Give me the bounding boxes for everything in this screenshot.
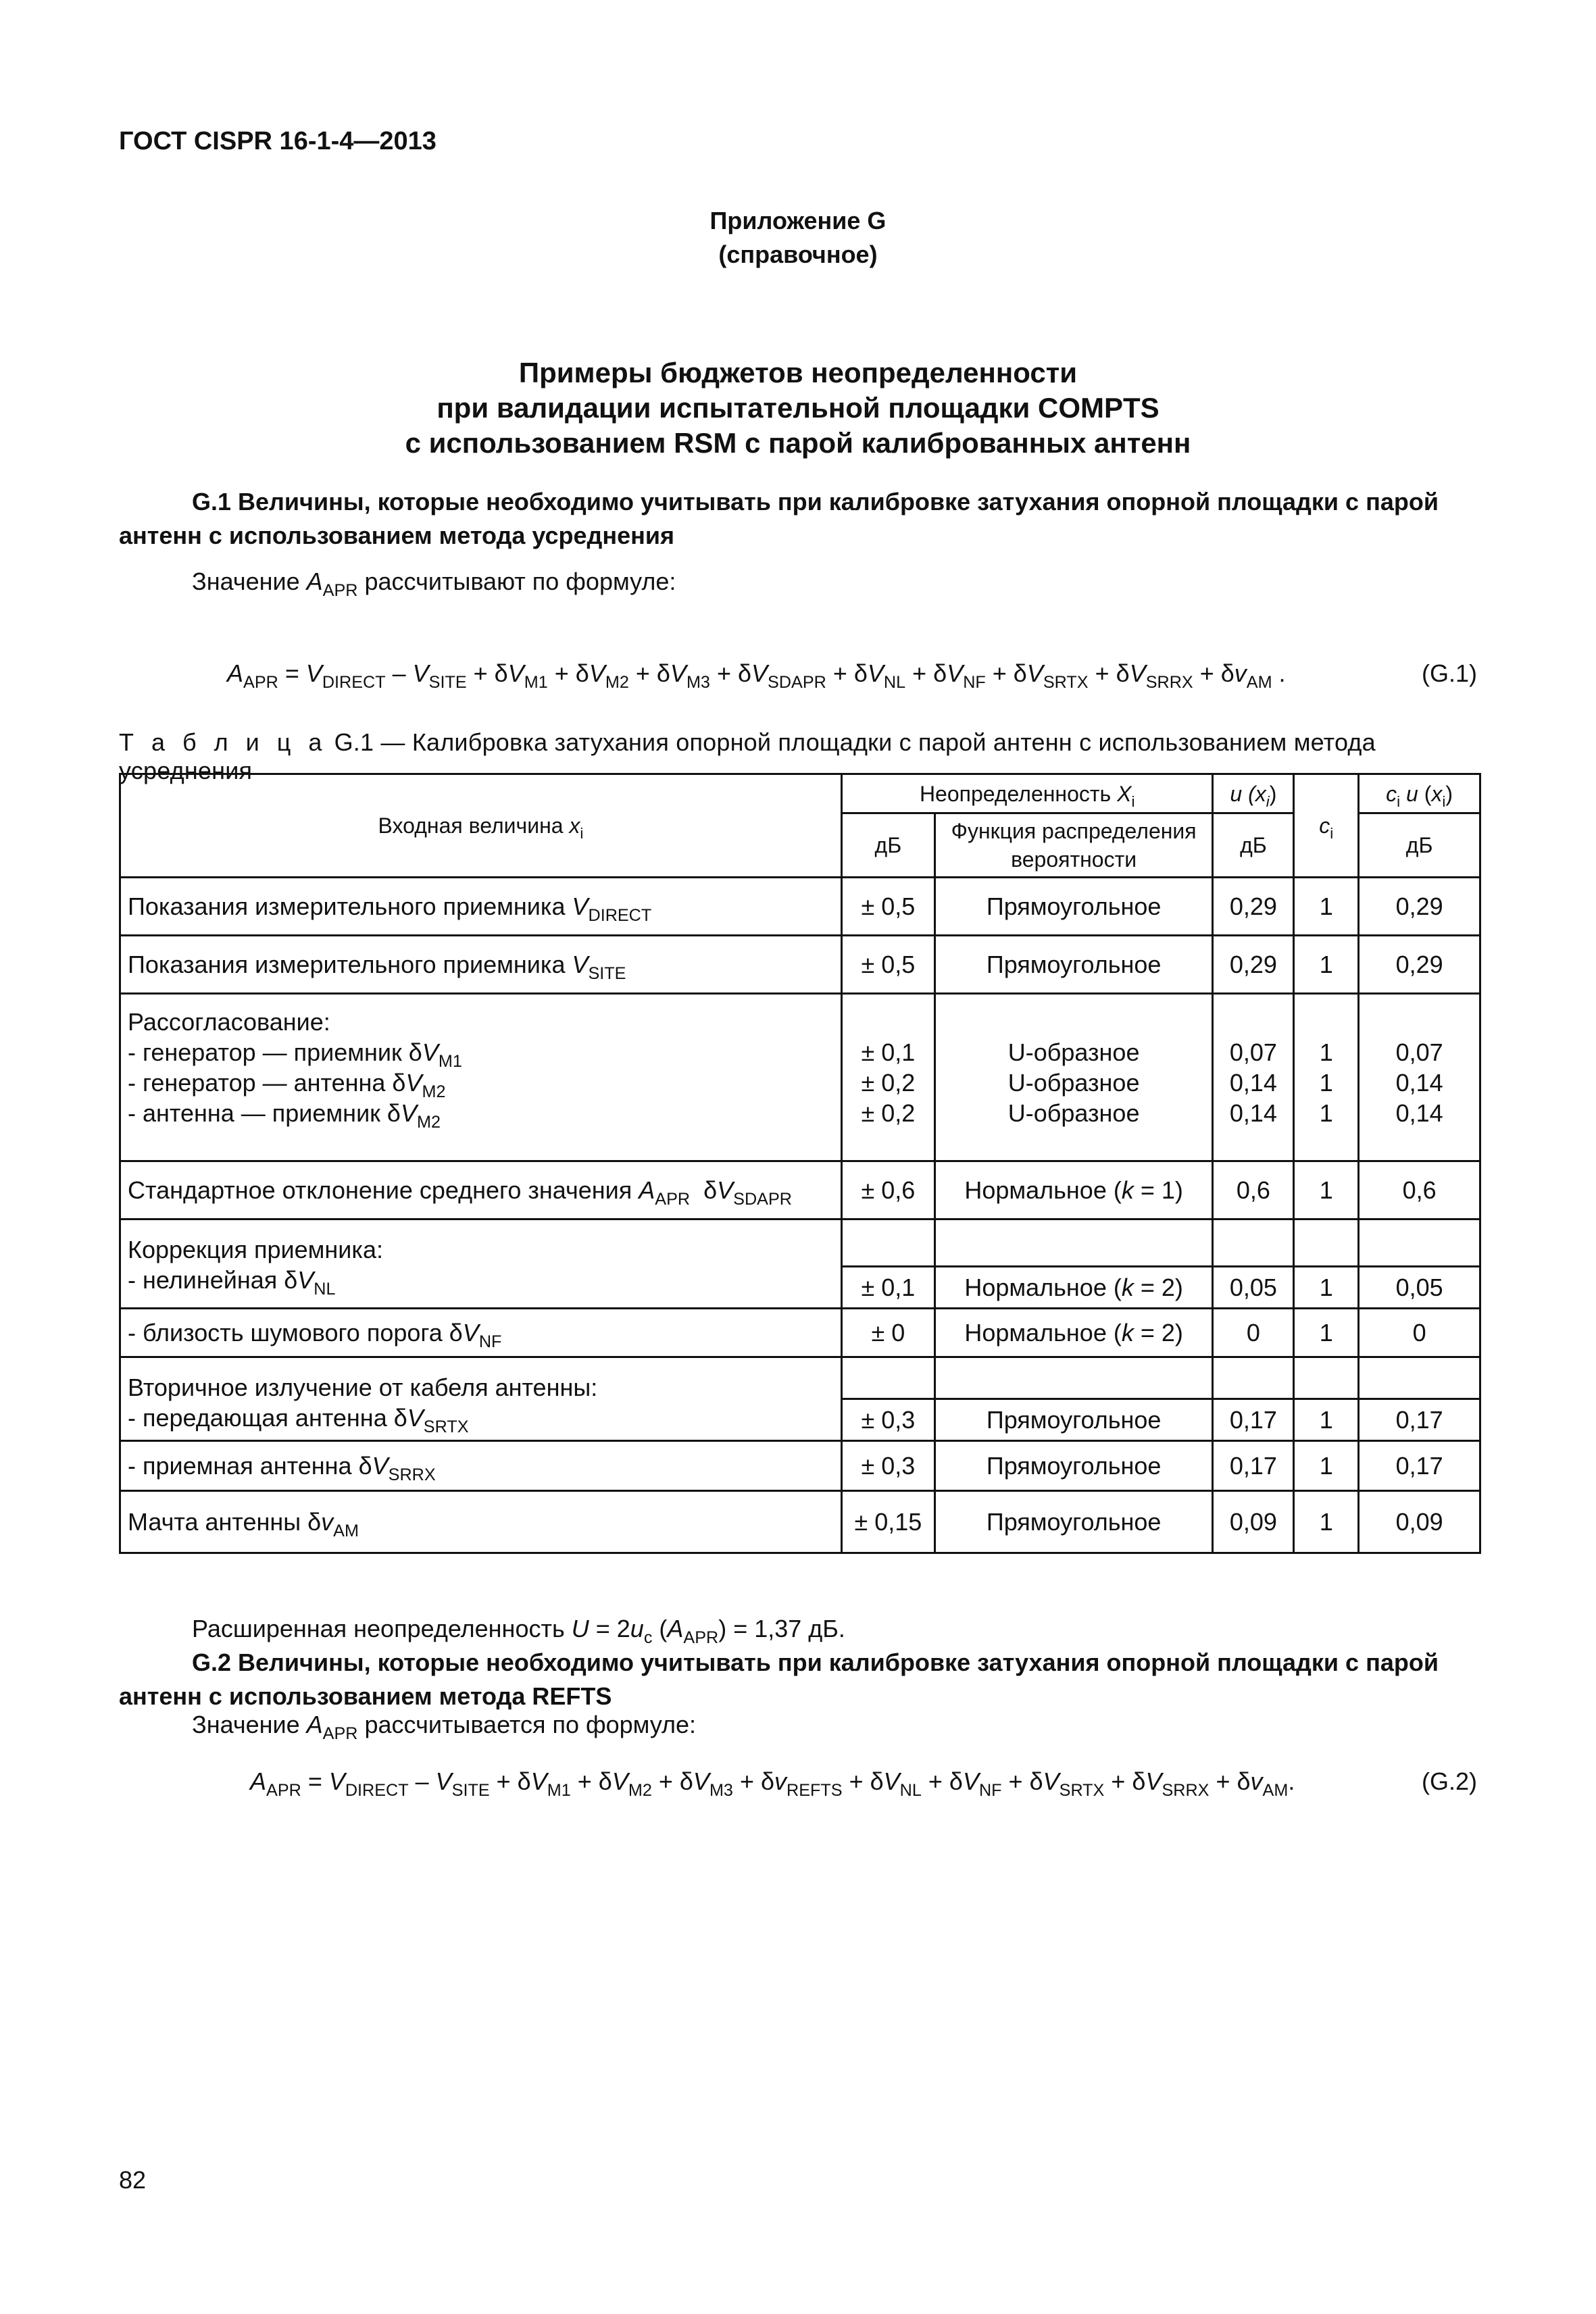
title-line-1: Примеры бюджетов неопределенности <box>518 357 1078 388</box>
cell-u: 0,09 <box>1213 1491 1294 1553</box>
g2-intro: Значение $A_{APR}$ рассчитывается по формуле: <box>192 1711 697 1743</box>
cell-ci: 1 <box>1294 1441 1359 1491</box>
cell-u: 0,29 <box>1213 936 1294 994</box>
cell-distribution: Прямоугольное <box>934 1441 1213 1491</box>
cell-value: ± 0,5 <box>841 936 934 994</box>
cell-distribution: Прямоугольное <box>934 1399 1213 1441</box>
row-label: Показания измерительного приемника $V_{SITE}$ <box>120 936 842 994</box>
table-row-group <box>120 1219 1480 1267</box>
table-row <box>120 878 1480 936</box>
page-number: 82 <box>119 2166 147 2194</box>
table-row-group <box>120 1357 1480 1399</box>
cell-value: ± 0,3 <box>841 1399 934 1441</box>
cell-u: 0,07 0,14 0,14 <box>1213 994 1294 1161</box>
table-row <box>120 1309 1480 1357</box>
cell-value: ± 0,5 <box>841 878 934 936</box>
cell-u: 0 <box>1213 1309 1294 1357</box>
cell-ci: 1 <box>1294 878 1359 936</box>
row-label: Показания измерительного приемника $V_{DIRECT}$ <box>120 878 842 936</box>
cell-ci: 1 1 1 <box>1294 994 1359 1161</box>
table-row <box>120 1441 1480 1491</box>
cell-u: 0,6 <box>1213 1161 1294 1219</box>
annex-label <box>0 204 1596 272</box>
cell-ci: 1 <box>1294 1309 1359 1357</box>
cell-ci-u: 0,6 <box>1359 1161 1480 1219</box>
cell-value: ± 0,1 ± 0,2 ± 0,2 <box>841 994 934 1161</box>
cell-value: ± 0,15 <box>841 1491 934 1553</box>
cell-empty <box>1359 1357 1480 1399</box>
formula-g2: $A_{APR} = V_{DIRECT} - V_{SITE} + \delta V_{M1} + \delta V_{M2} + \delta V_{M3} + \delta v_{REFTS} + \delta V_{NL} + \delta V_{NF} + \delta V_{SRTX} + \delta V_{SRRX} + \delta v_{AM}$. <box>250 1767 1295 1800</box>
header-u: u $(x_i)$ <box>1213 774 1294 813</box>
header-input-quantity: Входная величина $x_i$ <box>120 774 842 878</box>
annex-type: (справочное) <box>718 241 878 268</box>
cell-ci: 1 <box>1294 1399 1359 1441</box>
formula-g1: $A_{APR} = V_{DIRECT} - V_{SITE} + \delta V_{M1} + \delta V_{M2} + \delta V_{M3} + \delta V_{SDAPR} + \delta V_{NL} + \delta V_{NF} + \delta V_{SRTX} + \delta V_{SRRX} + \delta v_{AM}$ . <box>227 659 1286 692</box>
cell-distribution: Прямоугольное <box>934 1491 1213 1553</box>
row-label: Коррекция приемника: - нелинейная $\delta V_{NL}$ <box>120 1219 842 1309</box>
header-unit-db-2: дБ <box>1213 813 1294 878</box>
cell-empty <box>1294 1219 1359 1267</box>
header-ci: $c_i$ <box>1294 774 1359 878</box>
cell-empty <box>1213 1357 1294 1399</box>
page-title <box>0 355 1596 461</box>
g1-intro: Значение $A_{APR}$ рассчитывают по формуле: <box>192 568 676 600</box>
cell-ci-u: 0 <box>1359 1309 1480 1357</box>
cell-distribution: Нормальное (k = 2) <box>934 1309 1213 1357</box>
cell-empty <box>841 1357 934 1399</box>
cell-distribution: U-образное U-образное U-образное <box>934 994 1213 1161</box>
cell-u: 0,05 <box>1213 1267 1294 1309</box>
cell-distribution: Нормальное (k = 2) <box>934 1267 1213 1309</box>
expanded-uncertainty: Расширенная неопределенность $U = 2u_c$ $(A_{APR}) = 1,37$ дБ. <box>192 1615 845 1647</box>
row-label: - приемная антенна $\delta V_{SRRX}$ <box>120 1441 842 1491</box>
cell-empty <box>1213 1219 1294 1267</box>
cell-empty <box>841 1219 934 1267</box>
cell-distribution: Прямоугольное <box>934 878 1213 936</box>
row-label: Мачта антенны $\delta v_{AM}$ <box>120 1491 842 1553</box>
table-row <box>120 1491 1480 1553</box>
table-row-mismatch <box>120 994 1480 1161</box>
table-caption: Т а б л и ц а G.1 — Калибровка затухания опорной площадки с парой антенн с использованием метода усреднения <box>119 728 1376 784</box>
cell-distribution: Нормальное (k = 1) <box>934 1161 1213 1219</box>
cell-u: 0,17 <box>1213 1399 1294 1441</box>
row-label: Рассогласование: - генератор — приемник $\delta V_{M1}$ - генератор — антенна $\delta V_{M2}$ - антенна — приемник $\delta V_{M2}$ <box>120 994 842 1161</box>
cell-empty <box>934 1219 1213 1267</box>
cell-value: ± 0,1 <box>841 1267 934 1309</box>
table-row <box>120 936 1480 994</box>
cell-distribution: Прямоугольное <box>934 936 1213 994</box>
uncertainty-table <box>119 773 1481 1554</box>
cell-ci-u: 0,07 0,14 0,14 <box>1359 994 1480 1161</box>
header-uncertainty: Неопределенность $X_i$ <box>841 774 1213 813</box>
cell-ci: 1 <box>1294 1267 1359 1309</box>
section-g2-heading: G.2 Величины, которые необходимо учитывать при калибровке затухания опорной площадки с парой антенн с использованием метода REFTS <box>119 1649 1439 1710</box>
equation-number-g1: (G.1) <box>1421 659 1477 687</box>
cell-value: ± 0,3 <box>841 1441 934 1491</box>
cell-ci-u: 0,09 <box>1359 1491 1480 1553</box>
cell-ci-u: 0,29 <box>1359 878 1480 936</box>
cell-u: 0,17 <box>1213 1441 1294 1491</box>
cell-empty <box>1359 1219 1480 1267</box>
cell-ci: 1 <box>1294 1491 1359 1553</box>
cell-empty <box>1294 1357 1359 1399</box>
cell-ci: 1 <box>1294 1161 1359 1219</box>
table-row <box>120 1161 1480 1219</box>
cell-ci-u: 0,17 <box>1359 1399 1480 1441</box>
title-line-3: с использованием RSM с парой калиброванных антенн <box>405 427 1191 459</box>
title-line-2: при валидации испытательной площадки COMPTS <box>437 392 1159 424</box>
cell-u: 0,29 <box>1213 878 1294 936</box>
annex-title: Приложение G <box>709 207 887 234</box>
section-g1-heading: G.1 Величины, которые необходимо учитывать при калибровке затухания опорной площадки с парой антенн с использованием метода усреднения <box>119 488 1439 549</box>
cell-value: ± 0 <box>841 1309 934 1357</box>
cell-value: ± 0,6 <box>841 1161 934 1219</box>
header-distribution: Функция распределения вероятности <box>934 813 1213 878</box>
header-unit-db-3: дБ <box>1359 813 1480 878</box>
row-label: - близость шумового порога $\delta V_{NF}$ <box>120 1309 842 1357</box>
cell-empty <box>934 1357 1213 1399</box>
cell-ci-u: 0,17 <box>1359 1441 1480 1491</box>
cell-ci-u: 0,29 <box>1359 936 1480 994</box>
document-header: ГОСТ CISPR 16-1-4—2013 <box>119 127 437 155</box>
header-ci-u: $c_i$ u $(x_i)$ <box>1359 774 1480 813</box>
equation-number-g2: (G.2) <box>1421 1767 1477 1795</box>
row-label: Вторичное излучение от кабеля антенны: - передающая антенна $\delta V_{SRTX}$ <box>120 1357 842 1441</box>
row-label: Стандартное отклонение среднего значения $A_{APR}$ $\delta V_{SDAPR}$ <box>120 1161 842 1219</box>
cell-ci: 1 <box>1294 936 1359 994</box>
header-unit-db-1: дБ <box>841 813 934 878</box>
cell-ci-u: 0,05 <box>1359 1267 1480 1309</box>
